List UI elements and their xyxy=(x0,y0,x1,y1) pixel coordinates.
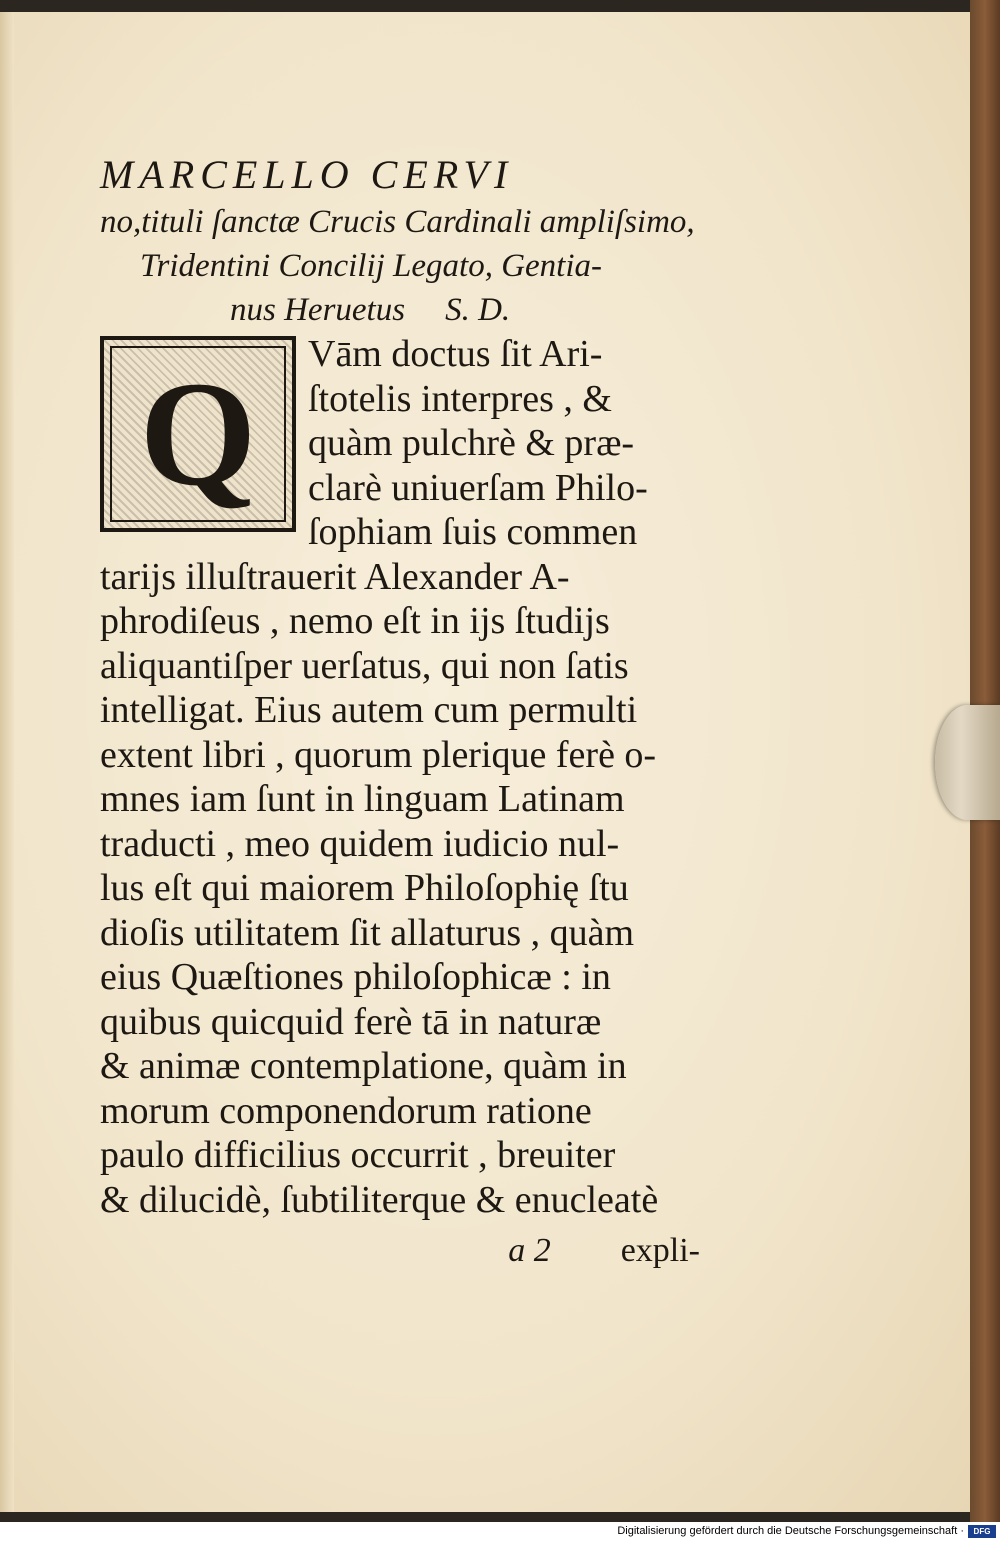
opening-paragraph xyxy=(100,332,700,555)
page-text xyxy=(100,150,700,1276)
initial-text-column xyxy=(308,332,700,555)
text-line: eius Quæſtiones philoſophicæ : in xyxy=(100,956,611,998)
text-line: traducti , meo quidem iudicio nul- xyxy=(100,822,620,865)
text-line: mnes iam ſunt in linguam Latinam xyxy=(100,778,625,820)
text-line: Vām doctus ſit Ari- xyxy=(308,333,603,375)
dedication-heading-line-1: MARCELLO CERVI xyxy=(100,152,514,197)
digitization-footer xyxy=(0,1522,1000,1541)
body-text xyxy=(100,555,700,1223)
text-line: ſtotelis interpres , & xyxy=(308,377,612,420)
author-name: nus Heruetus xyxy=(230,292,406,328)
book-clasp xyxy=(935,705,1000,820)
signature-mark: a 2 xyxy=(508,1232,551,1269)
text-line: paulo difficilius occurrit , breuiter xyxy=(100,1134,616,1176)
text-line: phrodiſeus , nemo eſt in ijs ſtudijs xyxy=(100,600,610,642)
text-line: quàm pulchrè & præ- xyxy=(308,422,635,464)
text-line: intelligat. Eius autem cum permulti xyxy=(100,689,638,731)
text-line: ſophiam ſuis commen xyxy=(308,511,638,553)
text-line: tarijs illuſtrauerit Alexander A- xyxy=(100,555,570,598)
dedication-heading-line-4 xyxy=(100,288,700,332)
text-line: dioſis utilitatem ſit allaturus , quàm xyxy=(100,911,635,954)
text-line: & dilucidè, ſubtiliterque & enucleatè xyxy=(100,1178,659,1221)
text-line: aliquantiſper uerſatus, qui non ſatis xyxy=(100,644,629,687)
initial-letter: Q xyxy=(139,351,257,517)
page-gutter xyxy=(0,12,14,1512)
text-line: morum componendorum ratione xyxy=(100,1089,592,1132)
catchword: expli- xyxy=(620,1232,700,1269)
text-line: & animæ contemplatione, quàm in xyxy=(100,1045,627,1087)
text-line: lus eſt qui maiorem Philoſophię ſtu xyxy=(100,867,629,909)
page-foot-line xyxy=(100,1226,700,1276)
text-line: quibus quicquid ferè tā in naturæ xyxy=(100,1000,602,1043)
decorated-initial xyxy=(100,336,296,532)
dedication-heading-line-3: Tridentini Concilij Legato, Gentia- xyxy=(140,248,602,284)
dfg-logo-icon: DFG xyxy=(968,1525,996,1538)
salutation-sd: S. D. xyxy=(445,292,511,328)
text-line: extent libri , quorum plerique ferè o- xyxy=(100,733,657,776)
footer-credit: Digitalisierung gefördert durch die Deutsche Forschungsgemeinschaft · xyxy=(617,1525,964,1537)
text-line: clarè uniuerſam Philo- xyxy=(308,466,648,509)
dedication-heading-line-2: no,tituli ſanctæ Crucis Cardinali ampliſsimo, xyxy=(100,204,695,240)
